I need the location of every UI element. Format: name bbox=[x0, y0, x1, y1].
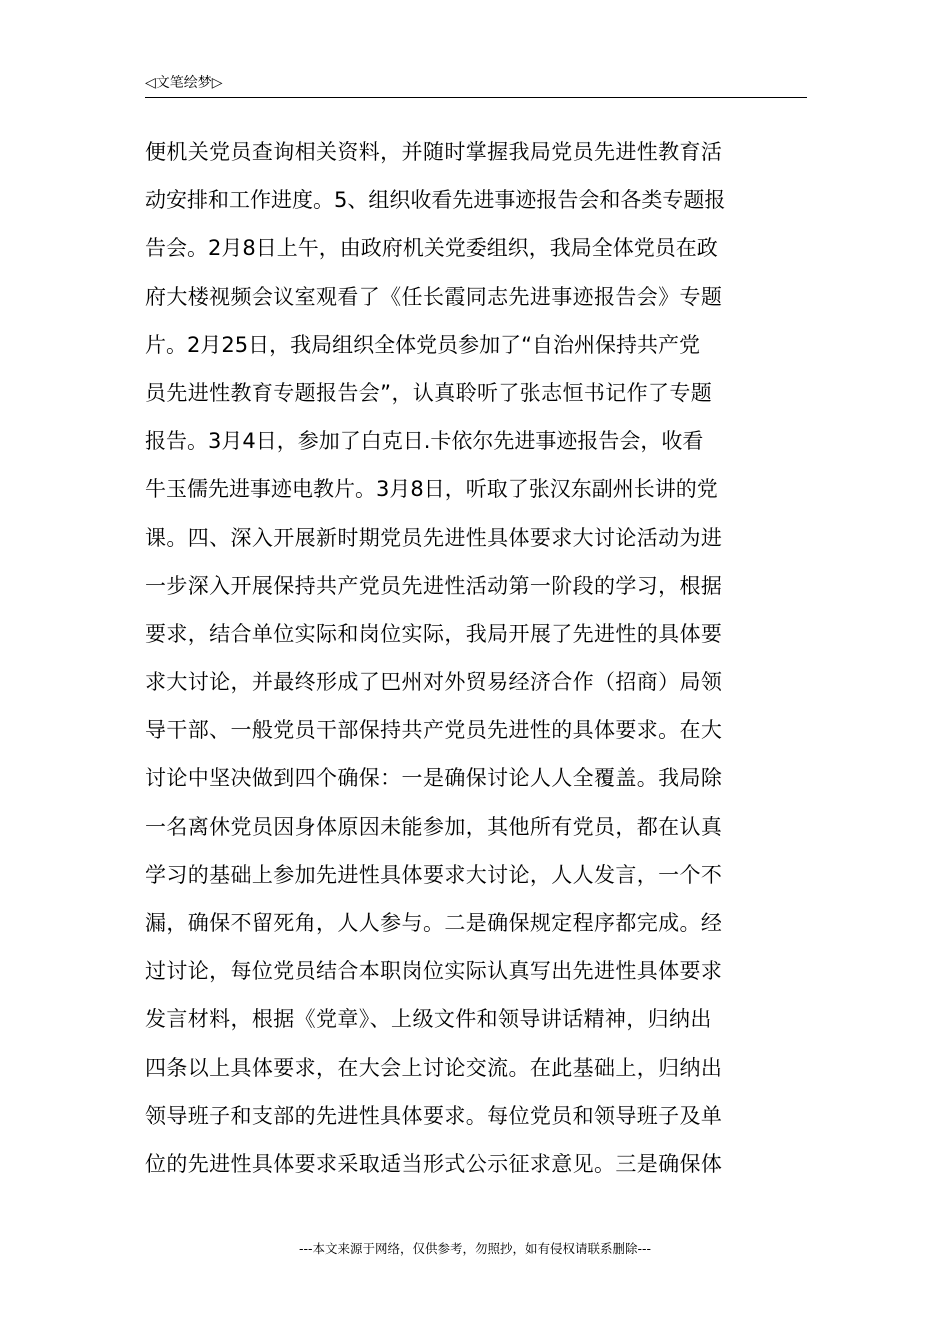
text-line: 课。四、深入开展新时期党员先进性具体要求大讨论活动为进 bbox=[145, 525, 723, 550]
text-line: 报告。3月4日，参加了白克日.卡依尔先进事迹报告会，收看 bbox=[145, 429, 704, 454]
text-line: 导干部、一般党员干部保持共产党员先进性的具体要求。在大 bbox=[145, 718, 723, 743]
footer-notice: ---本文来源于网络，仅供参考，勿照抄，如有侵权请联系删除--- bbox=[298, 1241, 652, 1256]
text-line: 漏，确保不留死角，人人参与。二是确保规定程序都完成。经 bbox=[145, 911, 723, 935]
text-line: 发言材料，根据《党章》、上级文件和领导讲话精神，归纳出 bbox=[145, 1007, 712, 1032]
text-line: 求大讨论，并最终形成了巴州对外贸易经济合作（招商）局领 bbox=[145, 670, 723, 695]
body-text bbox=[145, 128, 807, 1188]
text-line: 四条以上具体要求，在大会上讨论交流。在此基础上，归纳出 bbox=[145, 1055, 723, 1080]
text-line: 便机关党员查询相关资料，并随时掌握我局党员先进性教育活 bbox=[145, 140, 723, 164]
text-line: 动安排和工作进度。5、组织收看先进事迹报告会和各类专题报 bbox=[145, 188, 726, 213]
text-line: 位的先进性具体要求采取适当形式公示征求意见。三是确保体 bbox=[145, 1151, 723, 1176]
page-header bbox=[145, 72, 807, 98]
text-line: 牛玉儒先进事迹电教片。3月8日，听取了张汉东副州长讲的党 bbox=[145, 477, 718, 502]
header-title: ◁文笔绘梦▷ bbox=[145, 75, 223, 91]
text-line: 片。2月25日，我局组织全体党员参加了“自治州保持共产党 bbox=[145, 332, 700, 357]
text-line: 要求，结合单位实际和岗位实际，我局开展了先进性的具体要 bbox=[145, 621, 723, 646]
text-line: 员先进性教育专题报告会”，认真聆听了张志恒书记作了专题 bbox=[145, 380, 713, 405]
text-line: 一名离休党员因身体原因未能参加，其他所有党员，都在认真 bbox=[145, 814, 723, 839]
text-line: 讨论中坚决做到四个确保：一是确保讨论人人全覆盖。我局除 bbox=[145, 766, 723, 791]
text-line: 告会。2月8日上午，由政府机关党委组织，我局全体党员在政 bbox=[145, 236, 718, 261]
text-line: 一步深入开展保持共产党员先进性活动第一阶段的学习，根据 bbox=[145, 573, 723, 598]
text-line: 府大楼视频会议室观看了《任长霞同志先进事迹报告会》专题 bbox=[145, 284, 723, 309]
text-line: 学习的基础上参加先进性具体要求大讨论，人人发言，一个不 bbox=[145, 862, 723, 887]
text-line: 过讨论，每位党员结合本职岗位实际认真写出先进性具体要求 bbox=[145, 959, 723, 984]
text-line: 领导班子和支部的先进性具体要求。每位党员和领导班子及单 bbox=[145, 1103, 723, 1128]
